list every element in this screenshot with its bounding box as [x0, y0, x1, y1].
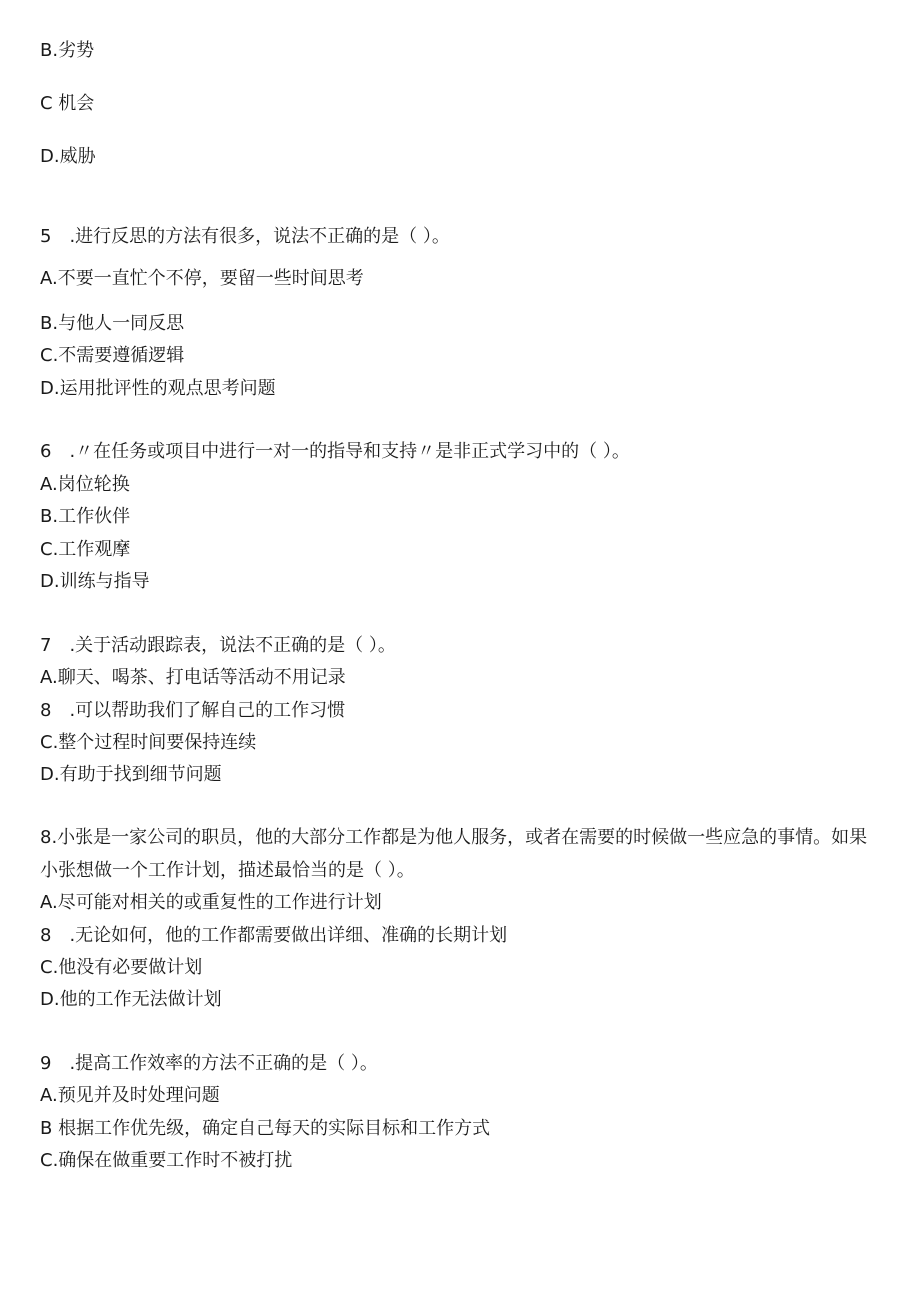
option-c-q6: C.工作观摩	[40, 539, 131, 560]
option-a-q7: A.聊天、喝茶、打电话等活动不用记录	[40, 667, 346, 688]
option-b-q4: B.劣势	[40, 40, 95, 61]
option-a-q5: A.不要一直忙个不停，要留一些时间思考	[40, 268, 364, 289]
option-b-q5: B.与他人一同反思	[40, 313, 185, 334]
question-7: 7 .关于活动跟踪表，说法不正确的是（ ）。	[40, 635, 396, 656]
option-b-q6: B.工作伙伴	[40, 506, 131, 527]
option-d-q4: D.威胁	[40, 146, 96, 167]
option-b-q7: 8 .可以帮助我们了解自己的工作习惯	[40, 700, 346, 721]
question-6: 6 .〃在任务或项目中进行一对一的指导和支持〃是非正式学习中的（ ）。	[40, 441, 630, 462]
option-c-q9: C.确保在做重要工作时不被打扰	[40, 1150, 293, 1171]
question-5: 5 .进行反思的方法有很多，说法不正确的是（ ）。	[40, 226, 450, 247]
option-d-q5: D.运用批评性的观点思考问题	[40, 378, 276, 399]
option-b-q8: 8 .无论如何，他的工作都需要做出详细、准确的长期计划	[40, 925, 508, 946]
option-c-q4: C 机会	[40, 93, 95, 114]
option-b-q9: B 根据工作优先级，确定自己每天的实际目标和工作方式	[40, 1118, 491, 1139]
option-a-q8: A.尽可能对相关的或重复性的工作进行计划	[40, 892, 382, 913]
question-8: 8.小张是一家公司的职员，他的大部分工作都是为他人服务，或者在需要的时候做一些应急的事情。如果小张想做一个工作计划，描述最恰当的是（ ）。	[40, 827, 868, 881]
option-a-q6: A.岗位轮换	[40, 474, 130, 495]
option-c-q7: C.整个过程时间要保持连续	[40, 732, 257, 753]
option-d-q6: D.训练与指导	[40, 571, 150, 592]
question-9: 9 .提高工作效率的方法不正确的是（ ）。	[40, 1053, 378, 1074]
option-c-q8: C.他没有必要做计划	[40, 957, 203, 978]
option-a-q9: A.预见并及时处理问题	[40, 1085, 220, 1106]
option-d-q7: D.有助于找到细节问题	[40, 764, 222, 785]
option-c-q5: C.不需要遵循逻辑	[40, 345, 185, 366]
option-d-q8: D.他的工作无法做计划	[40, 989, 222, 1010]
